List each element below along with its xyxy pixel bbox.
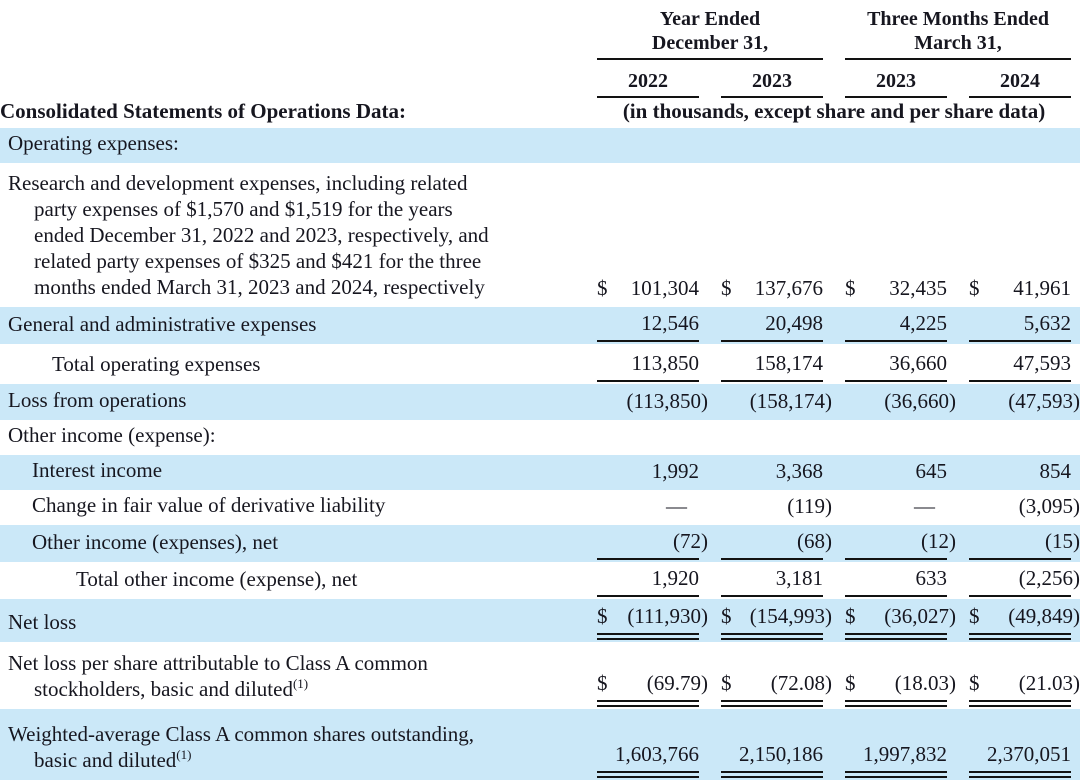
amount: (18.03) <box>894 671 956 695</box>
cell-amount <box>597 742 699 778</box>
cell-amount <box>597 494 699 523</box>
cell-amount <box>721 604 832 640</box>
value-cell <box>956 490 1080 525</box>
amount: 645 <box>915 459 947 483</box>
amount: 158,174 <box>754 351 823 375</box>
cell-amount <box>597 351 699 382</box>
amount: 4,225 <box>899 311 947 335</box>
amount: 1,920 <box>651 566 699 590</box>
cell-amount <box>845 389 956 418</box>
value-cell <box>956 642 1080 709</box>
row-label: Change in fair value of derivative liability <box>32 493 386 517</box>
value-cell <box>956 562 1080 599</box>
currency-symbol: $ <box>969 604 980 628</box>
amount: 2,370,051 <box>987 742 1072 766</box>
col-group-title-line: Year Ended <box>659 8 761 30</box>
footnote-ref: (1) <box>176 747 192 762</box>
table-row <box>0 562 1080 599</box>
year-header-cell <box>584 60 708 98</box>
amount: 854 <box>1039 459 1072 483</box>
column-group-row <box>0 0 1080 60</box>
cell-amount <box>969 671 1080 707</box>
amount: 633 <box>915 566 947 590</box>
value-cell <box>584 307 708 344</box>
cell-amount <box>721 566 823 597</box>
cell-amount <box>845 671 956 707</box>
row-label: General and administrative expenses <box>8 312 317 336</box>
cell-amount <box>721 459 823 488</box>
cell-amount <box>969 351 1071 382</box>
amount: 1,992 <box>651 459 699 483</box>
value-cell <box>832 307 956 344</box>
cell-amount <box>597 459 699 488</box>
currency-symbol: $ <box>845 276 856 300</box>
value-cell <box>956 709 1080 780</box>
cell-amount <box>597 389 708 418</box>
year-header-cell <box>956 60 1080 98</box>
units-note-cell <box>584 98 1080 128</box>
cell-amount <box>845 742 947 778</box>
value-cell <box>956 344 1080 384</box>
quarter-header-2024: 2024 <box>969 70 1071 98</box>
header-spacer <box>0 60 584 98</box>
amount: (154,993) <box>749 604 832 628</box>
value-cell <box>708 709 832 780</box>
cell-amount <box>597 529 708 560</box>
col-group-year-ended <box>597 7 823 60</box>
row-label: Total operating expenses <box>52 352 261 376</box>
cell-amount <box>845 566 947 597</box>
value-cell <box>956 307 1080 344</box>
value-cell <box>584 599 708 642</box>
table-row <box>0 163 1080 307</box>
amount: (113,850) <box>626 389 708 413</box>
table-row <box>0 384 1080 420</box>
table-row <box>0 128 1080 163</box>
year-header-row <box>0 60 1080 98</box>
units-note: (in thousands, except share and per share data) <box>622 99 1046 123</box>
value-cell <box>708 163 832 307</box>
cell-amount <box>721 311 823 342</box>
value-cell <box>584 128 708 163</box>
table-row <box>0 307 1080 344</box>
amount: (12) <box>921 529 956 553</box>
amount: (3,095) <box>1018 494 1080 518</box>
table-row <box>0 490 1080 525</box>
amount: 47,593 <box>1013 351 1072 375</box>
footnote-ref: (1) <box>292 676 309 691</box>
cell-amount <box>845 311 947 342</box>
cell-amount <box>969 566 1080 597</box>
amount: 2,150,186 <box>739 742 823 766</box>
amount: 101,304 <box>630 276 699 300</box>
cell-amount <box>969 311 1071 342</box>
value-cell <box>832 490 956 525</box>
cell-amount <box>721 389 832 418</box>
amount: 20,498 <box>765 311 823 335</box>
cell-amount <box>845 351 947 382</box>
section-title-cell <box>0 98 584 128</box>
cell-amount <box>721 276 823 305</box>
row-label: Weighted-average Class A common shares outstanding, basic and diluted$^{(1)}$ <box>8 722 475 772</box>
amount: (2,256) <box>1018 566 1080 590</box>
table-row <box>0 420 1080 455</box>
amount: (119) <box>787 494 832 518</box>
value-cell <box>584 344 708 384</box>
cell-amount <box>597 311 699 342</box>
currency-symbol: $ <box>597 604 608 628</box>
amount: (72) <box>673 529 708 553</box>
value-cell <box>956 599 1080 642</box>
value-cell <box>832 599 956 642</box>
amount: 113,850 <box>631 351 699 375</box>
cell-amount <box>969 604 1080 640</box>
value-cell <box>584 642 708 709</box>
table-row <box>0 709 1080 780</box>
value-cell <box>832 344 956 384</box>
value-cell <box>956 128 1080 163</box>
year-header-2022: 2022 <box>597 70 699 98</box>
col-group-cell-year-ended <box>584 0 832 60</box>
cell-amount <box>969 742 1071 778</box>
table-row <box>0 455 1080 490</box>
value-cell <box>708 307 832 344</box>
cell-amount <box>845 604 956 640</box>
value-cell <box>708 420 832 455</box>
header-spacer <box>0 0 584 60</box>
value-cell <box>956 163 1080 307</box>
section-title: Consolidated Statements of Operations Data: <box>0 99 406 123</box>
cell-amount <box>597 671 708 707</box>
value-cell <box>832 562 956 599</box>
amount: (21.03) <box>1018 671 1080 695</box>
currency-symbol: $ <box>845 604 856 628</box>
row-label: Net loss <box>8 610 77 634</box>
amount: (15) <box>1045 529 1080 553</box>
value-cell <box>832 709 956 780</box>
value-cell <box>584 420 708 455</box>
currency-symbol: $ <box>721 671 732 695</box>
amount: (69.79) <box>646 671 708 695</box>
table-row <box>0 599 1080 642</box>
amount: (36,660) <box>884 389 956 413</box>
row-label: Loss from operations <box>8 388 187 412</box>
amount: 1,997,832 <box>863 742 947 766</box>
value-cell <box>584 384 708 420</box>
value-cell <box>956 455 1080 490</box>
value-cell <box>832 163 956 307</box>
row-label: Total other income (expense), net <box>76 567 358 591</box>
row-label: Net loss per share attributable to Class A common stockholders, basic and diluted$^{(1)}$ <box>8 651 428 701</box>
row-label: Other income (expenses), net <box>32 530 279 554</box>
cell-amount <box>969 276 1071 305</box>
amount: 5,632 <box>1023 311 1072 335</box>
cell-amount <box>721 671 832 707</box>
cell-amount <box>721 351 823 382</box>
section-title-row <box>0 98 1080 128</box>
value-cell <box>584 163 708 307</box>
value-cell <box>708 599 832 642</box>
currency-symbol: $ <box>597 276 608 300</box>
cell-amount <box>969 389 1080 418</box>
amount: 3,181 <box>775 566 823 590</box>
cell-amount <box>597 276 699 305</box>
value-cell <box>832 420 956 455</box>
year-header-2023: 2023 <box>721 70 823 98</box>
table-row <box>0 344 1080 384</box>
cell-amount <box>721 529 832 560</box>
cell-amount <box>969 494 1080 523</box>
col-group-three-months-ended <box>845 7 1071 60</box>
cell-amount <box>721 742 823 778</box>
row-label: Operating expenses: <box>8 131 179 155</box>
value-cell <box>584 709 708 780</box>
value-cell <box>832 455 956 490</box>
cell-amount <box>845 276 947 305</box>
value-cell <box>708 525 832 562</box>
cell-amount <box>969 529 1080 560</box>
currency-symbol: $ <box>721 604 732 628</box>
amount: (36,027) <box>884 604 956 628</box>
amount: (49,849) <box>1008 604 1080 628</box>
amount: 32,435 <box>889 276 947 300</box>
currency-symbol: $ <box>721 276 732 300</box>
amount: 3,368 <box>775 459 823 483</box>
amount: 41,961 <box>1013 276 1072 300</box>
currency-symbol: $ <box>969 276 980 300</box>
value-cell <box>832 384 956 420</box>
amount: (72.08) <box>770 671 832 695</box>
value-cell <box>956 420 1080 455</box>
currency-symbol: $ <box>969 671 980 695</box>
year-header-cell <box>832 60 956 98</box>
value-cell <box>708 455 832 490</box>
value-cell <box>708 562 832 599</box>
col-group-title-line: March 31, <box>914 32 1002 54</box>
value-cell <box>584 490 708 525</box>
amount: (68) <box>797 529 832 553</box>
value-cell <box>708 642 832 709</box>
amount: 1,603,766 <box>615 742 699 766</box>
table-row <box>0 642 1080 709</box>
row-label: Research and development expenses, including related party expenses of $1,570 and $1,519 for the years ended December 31, 2022 and 2023, respectively, and related party expenses of $325 and $421 for the three months ended March 31, 2023 and 2024, respectively <box>8 171 489 299</box>
amount: 36,660 <box>889 351 947 375</box>
value-cell <box>832 525 956 562</box>
row-label: Other income (expense): <box>8 423 216 447</box>
row-label: Interest income <box>32 458 163 482</box>
value-cell <box>832 642 956 709</box>
cell-amount <box>597 566 699 597</box>
cell-amount <box>845 459 947 488</box>
value-cell <box>584 525 708 562</box>
year-header-cell <box>708 60 832 98</box>
col-group-title-line: Three Months Ended <box>867 8 1049 30</box>
amount: 12,546 <box>641 311 699 335</box>
value-cell <box>956 384 1080 420</box>
amount: (111,930) <box>627 604 708 628</box>
col-group-title-line: December 31, <box>651 32 769 54</box>
cell-amount <box>597 604 708 640</box>
value-cell <box>708 384 832 420</box>
amount: 137,676 <box>754 276 823 300</box>
value-cell <box>708 128 832 163</box>
value-cell <box>956 525 1080 562</box>
col-group-cell-three-months <box>832 0 1080 60</box>
value-cell <box>584 455 708 490</box>
cell-amount <box>845 494 947 523</box>
table-body <box>0 128 1080 780</box>
amount: (158,174) <box>749 389 832 413</box>
table-header <box>0 0 1080 128</box>
amount: — <box>914 494 935 518</box>
cell-amount <box>969 459 1071 488</box>
value-cell <box>832 128 956 163</box>
value-cell <box>584 562 708 599</box>
currency-symbol: $ <box>597 671 608 695</box>
cell-amount <box>721 494 832 523</box>
value-cell <box>708 490 832 525</box>
quarter-header-2023: 2023 <box>845 70 947 98</box>
amount: — <box>666 494 687 518</box>
cell-amount <box>845 529 956 560</box>
amount: (47,593) <box>1008 389 1080 413</box>
table-row <box>0 525 1080 562</box>
currency-symbol: $ <box>845 671 856 695</box>
value-cell <box>708 344 832 384</box>
